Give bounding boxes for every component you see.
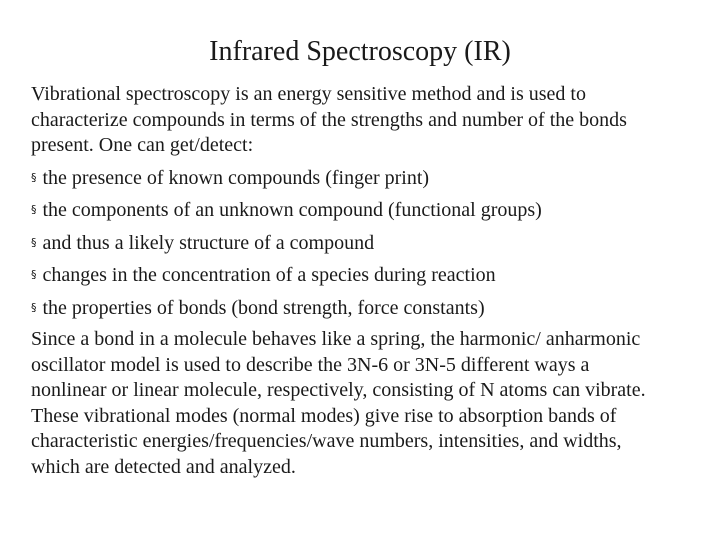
bullet-marker: § [31, 235, 37, 249]
closing-line: characteristic energies/frequencies/wave numbers, intensities, and widths, [31, 430, 622, 452]
closing-line: nonlinear or linear molecule, respectively, consisting of N atoms can vibrate. [31, 379, 646, 401]
bullet-text: changes in the concentration of a species during reaction [42, 264, 496, 286]
bullet-text: and thus a likely structure of a compound [42, 231, 375, 254]
bullet-marker: § [31, 268, 37, 281]
bullet-item [31, 230, 715, 257]
closing-line: oscillator model is used to describe the 3N-6 or 3N-5 different ways a [31, 353, 590, 376]
intro-line: Vibrational spectroscopy is an energy sensitive method and is used to [31, 83, 586, 105]
bullet-text: the components of an unknown compound (functional groups) [42, 199, 542, 221]
bullet-item [31, 165, 715, 192]
bullet-item [31, 262, 715, 289]
intro-line: present. One can get/detect: [31, 134, 254, 156]
slide-title: Infrared Spectroscopy (IR) [209, 36, 511, 67]
bullet-marker: § [31, 170, 37, 184]
bullet-marker: § [31, 300, 37, 314]
bullet-list [31, 165, 715, 322]
intro-line: characterize compounds in terms of the strengths and number of the bonds [31, 108, 627, 131]
closing-line: Since a bond in a molecule behaves like a spring, the harmonic/ anharmonic [31, 328, 641, 350]
intro-paragraph [31, 82, 715, 159]
bullet-text: the properties of bonds (bond strength, force constants) [42, 296, 485, 319]
bullet-item [31, 197, 715, 224]
bullet-text: the presence of known compounds (finger print) [42, 166, 430, 189]
bullet-item [31, 295, 715, 322]
closing-paragraph [31, 327, 715, 480]
bullet-marker: § [31, 203, 37, 216]
closing-line: which are detected and analyzed. [31, 455, 296, 478]
slide-body [31, 82, 715, 480]
closing-line: These vibrational modes (normal modes) give rise to absorption bands of [31, 404, 617, 427]
